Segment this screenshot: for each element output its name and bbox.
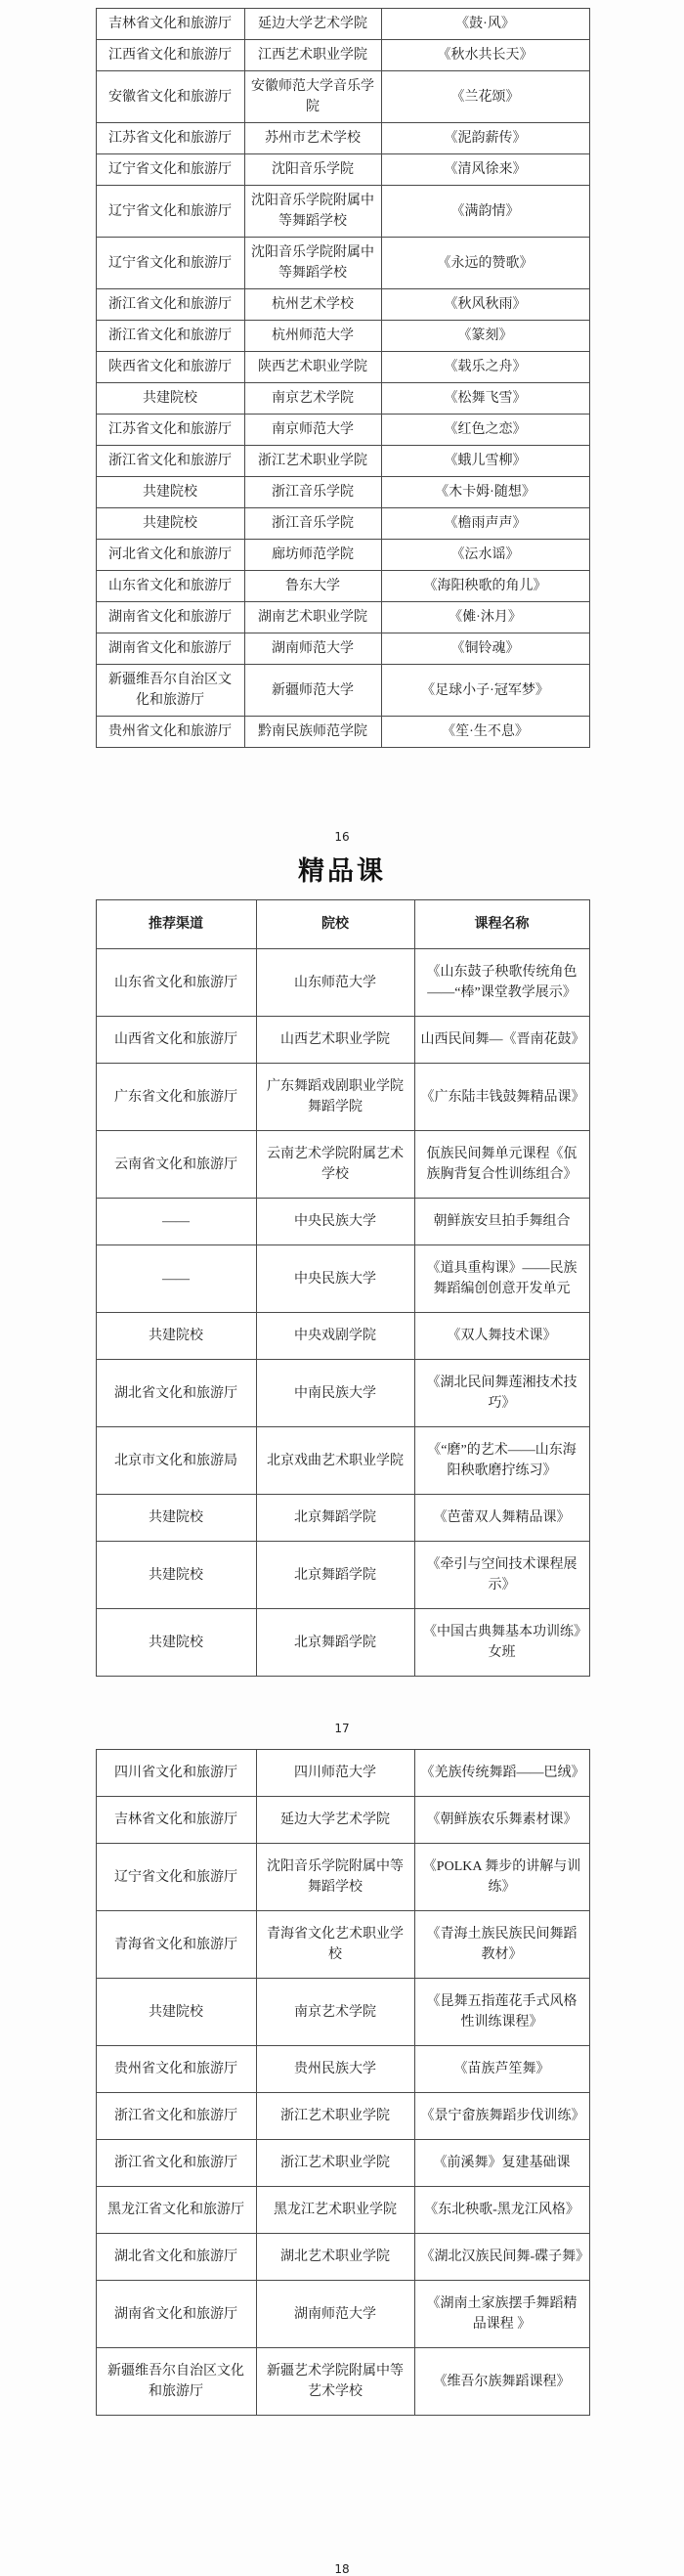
table-row	[96, 1427, 589, 1495]
school-cell: 四川师范大学	[256, 1750, 414, 1797]
school-cell: 北京舞蹈学院	[256, 1609, 414, 1677]
table-row	[96, 1911, 589, 1979]
table-row	[96, 1797, 589, 1844]
school-cell: 山西艺术职业学院	[256, 1017, 414, 1064]
school-cell: 中央戏剧学院	[256, 1313, 414, 1360]
course-cell: 《广东陆丰钱鼓舞精品课》	[414, 1064, 589, 1131]
table-row	[96, 1199, 589, 1245]
course-cell: 《足球小子·冠军梦》	[381, 665, 589, 717]
table-row	[96, 2140, 589, 2187]
channel-cell: 广东省文化和旅游厅	[96, 1064, 256, 1131]
repertory-table-body	[96, 9, 589, 748]
channel-cell: 吉林省文化和旅游厅	[96, 1797, 256, 1844]
table-row	[96, 1750, 589, 1797]
channel-cell: 共建院校	[96, 1609, 256, 1677]
table-row	[96, 2046, 589, 2093]
channel-cell: 贵州省文化和旅游厅	[96, 717, 244, 748]
course-cell: 朝鲜族安旦拍手舞组合	[414, 1199, 589, 1245]
school-cell: 北京舞蹈学院	[256, 1542, 414, 1609]
channel-cell: 共建院校	[96, 383, 244, 415]
school-cell: 中央民族大学	[256, 1199, 414, 1245]
course-cell: 《POLKA 舞步的讲解与训练》	[414, 1844, 589, 1911]
course-cell: 《沄水谣》	[381, 540, 589, 571]
channel-cell: ——	[96, 1245, 256, 1313]
document-body	[96, 8, 589, 2576]
course-cell: 《东北秧歌-黑龙江风格》	[414, 2187, 589, 2234]
table-row	[96, 508, 589, 540]
school-cell: 北京戏曲艺术职业学院	[256, 1427, 414, 1495]
school-cell: 鲁东大学	[244, 571, 381, 602]
channel-cell: 四川省文化和旅游厅	[96, 1750, 256, 1797]
school-cell: 廊坊师范学院	[244, 540, 381, 571]
course-cell: 《木卡姆·随想》	[381, 477, 589, 508]
course-cell: 佤族民间舞单元课程《佤族胸背复合性训练组合》	[414, 1131, 589, 1199]
school-cell: 湖南艺术职业学院	[244, 602, 381, 633]
table-row	[96, 2281, 589, 2348]
school-cell: 沈阳音乐学院附属中等舞蹈学校	[244, 186, 381, 238]
course-cell: 《双人舞技术课》	[414, 1313, 589, 1360]
school-cell: 云南艺术学院附属艺术学校	[256, 1131, 414, 1199]
table-row	[96, 2348, 589, 2416]
channel-cell: 江苏省文化和旅游厅	[96, 415, 244, 446]
channel-cell: 辽宁省文化和旅游厅	[96, 186, 244, 238]
table-row	[96, 1979, 589, 2046]
channel-cell: 陕西省文化和旅游厅	[96, 352, 244, 383]
channel-cell: 辽宁省文化和旅游厅	[96, 154, 244, 186]
course-cell: 《“磨”的艺术——山东海阳秧歌磨拧练习》	[414, 1427, 589, 1495]
channel-cell: 湖北省文化和旅游厅	[96, 2234, 256, 2281]
document-page	[0, 8, 684, 2576]
page-number-16: 16	[334, 830, 350, 844]
channel-cell: 江西省文化和旅游厅	[96, 40, 244, 71]
channel-cell: 湖南省文化和旅游厅	[96, 2281, 256, 2348]
page-number-18: 18	[334, 2562, 350, 2576]
table-row	[96, 477, 589, 508]
table-row	[96, 40, 589, 71]
course-cell: 《泥韵薪传》	[381, 123, 589, 154]
channel-cell: 山西省文化和旅游厅	[96, 1017, 256, 1064]
table-row	[96, 633, 589, 665]
table-row	[96, 289, 589, 321]
channel-cell: 辽宁省文化和旅游厅	[96, 238, 244, 289]
table-row	[96, 1360, 589, 1427]
school-cell: 沈阳音乐学院附属中等舞蹈学校	[244, 238, 381, 289]
course-cell: 《红色之恋》	[381, 415, 589, 446]
table-row	[96, 665, 589, 717]
course-cell: 《秋风秋雨》	[381, 289, 589, 321]
table-row	[96, 1609, 589, 1677]
course-table-page18	[96, 1749, 590, 2416]
channel-cell: 湖南省文化和旅游厅	[96, 602, 244, 633]
channel-cell: 北京市文化和旅游局	[96, 1427, 256, 1495]
school-cell: 沈阳音乐学院	[244, 154, 381, 186]
course-table-page17	[96, 899, 590, 1677]
school-cell: 沈阳音乐学院附属中等舞蹈学校	[256, 1844, 414, 1911]
table-row	[96, 1495, 589, 1542]
table-row	[96, 571, 589, 602]
school-cell: 广东舞蹈戏剧职业学院舞蹈学院	[256, 1064, 414, 1131]
header-cell-channel: 推荐渠道	[96, 900, 256, 949]
school-cell: 南京艺术学院	[256, 1979, 414, 2046]
course-cell: 《笙·生不息》	[381, 717, 589, 748]
header-cell-school: 院校	[256, 900, 414, 949]
course-table-continued-body	[96, 1750, 589, 2416]
school-cell: 延边大学艺术学院	[244, 9, 381, 40]
school-cell: 中央民族大学	[256, 1245, 414, 1313]
table-row	[96, 1542, 589, 1609]
channel-cell: 新疆维吾尔自治区文化和旅游厅	[96, 665, 244, 717]
course-cell: 《鼓·风》	[381, 9, 589, 40]
course-cell: 《清风徐来》	[381, 154, 589, 186]
course-cell: 《湖北民间舞莲湘技术技巧》	[414, 1360, 589, 1427]
channel-cell: 共建院校	[96, 1542, 256, 1609]
school-cell: 杭州师范大学	[244, 321, 381, 352]
school-cell: 浙江艺术职业学院	[256, 2093, 414, 2140]
course-cell: 《牵引与空间技术课程展示》	[414, 1542, 589, 1609]
table-row	[96, 71, 589, 123]
school-cell: 黑龙江艺术职业学院	[256, 2187, 414, 2234]
channel-cell: 黑龙江省文化和旅游厅	[96, 2187, 256, 2234]
course-cell: 《松舞飞雪》	[381, 383, 589, 415]
channel-cell: 共建院校	[96, 1313, 256, 1360]
course-cell: 《秋水共长天》	[381, 40, 589, 71]
channel-cell: 辽宁省文化和旅游厅	[96, 1844, 256, 1911]
course-cell: 《檐雨声声》	[381, 508, 589, 540]
channel-cell: 贵州省文化和旅游厅	[96, 2046, 256, 2093]
channel-cell: 江苏省文化和旅游厅	[96, 123, 244, 154]
repertory-table-page16	[96, 8, 590, 748]
course-cell: 山西民间舞—《晋南花鼓》	[414, 1017, 589, 1064]
school-cell: 湖南师范大学	[244, 633, 381, 665]
channel-cell: 浙江省文化和旅游厅	[96, 2093, 256, 2140]
course-cell: 《苗族芦笙舞》	[414, 2046, 589, 2093]
section-heading: 精品课	[298, 856, 386, 886]
course-cell: 《满韵情》	[381, 186, 589, 238]
table-row	[96, 186, 589, 238]
table-row	[96, 602, 589, 633]
channel-cell: 浙江省文化和旅游厅	[96, 289, 244, 321]
channel-cell: 新疆维吾尔自治区文化和旅游厅	[96, 2348, 256, 2416]
course-cell: 《永远的赞歌》	[381, 238, 589, 289]
course-cell: 《傩·沐月》	[381, 602, 589, 633]
course-cell: 《前溪舞》复建基础课	[414, 2140, 589, 2187]
school-cell: 浙江音乐学院	[244, 508, 381, 540]
course-cell: 《山东鼓子秧歌传统角色——“棒”课堂教学展示》	[414, 949, 589, 1017]
header-row	[96, 900, 589, 949]
channel-cell: 共建院校	[96, 477, 244, 508]
table-row	[96, 1313, 589, 1360]
course-cell: 《蛾儿雪柳》	[381, 446, 589, 477]
channel-cell: 浙江省文化和旅游厅	[96, 446, 244, 477]
course-table-header	[96, 900, 589, 949]
school-cell: 南京师范大学	[244, 415, 381, 446]
table-row	[96, 415, 589, 446]
course-cell: 《维吾尔族舞蹈课程》	[414, 2348, 589, 2416]
table-row	[96, 9, 589, 40]
course-cell: 《铜铃魂》	[381, 633, 589, 665]
channel-cell: 云南省文化和旅游厅	[96, 1131, 256, 1199]
school-cell: 北京舞蹈学院	[256, 1495, 414, 1542]
table-row	[96, 1844, 589, 1911]
table-row	[96, 352, 589, 383]
table-row	[96, 1064, 589, 1131]
table-row	[96, 1131, 589, 1199]
school-cell: 浙江艺术职业学院	[244, 446, 381, 477]
school-cell: 陕西艺术职业学院	[244, 352, 381, 383]
table-row	[96, 949, 589, 1017]
table-row	[96, 540, 589, 571]
table-row	[96, 717, 589, 748]
table-row	[96, 123, 589, 154]
course-cell: 《兰花颂》	[381, 71, 589, 123]
channel-cell: 山东省文化和旅游厅	[96, 571, 244, 602]
school-cell: 苏州市艺术学校	[244, 123, 381, 154]
channel-cell: 湖南省文化和旅游厅	[96, 633, 244, 665]
header-cell-course: 课程名称	[414, 900, 589, 949]
school-cell: 杭州艺术学校	[244, 289, 381, 321]
channel-cell: 青海省文化和旅游厅	[96, 1911, 256, 1979]
table-row	[96, 446, 589, 477]
course-cell: 《青海土族民族民间舞蹈教材》	[414, 1911, 589, 1979]
school-cell: 湖南师范大学	[256, 2281, 414, 2348]
course-cell: 《景宁畲族舞蹈步伐训练》	[414, 2093, 589, 2140]
channel-cell: 共建院校	[96, 508, 244, 540]
school-cell: 江西艺术职业学院	[244, 40, 381, 71]
table-row	[96, 238, 589, 289]
course-cell: 《羌族传统舞蹈——巴绒》	[414, 1750, 589, 1797]
channel-cell: 山东省文化和旅游厅	[96, 949, 256, 1017]
page-number-17: 17	[334, 1722, 350, 1735]
school-cell: 新疆师范大学	[244, 665, 381, 717]
school-cell: 南京艺术学院	[244, 383, 381, 415]
school-cell: 浙江艺术职业学院	[256, 2140, 414, 2187]
course-cell: 《芭蕾双人舞精品课》	[414, 1495, 589, 1542]
channel-cell: 湖北省文化和旅游厅	[96, 1360, 256, 1427]
course-cell: 《中国古典舞基本功训练》女班	[414, 1609, 589, 1677]
school-cell: 安徽师范大学音乐学院	[244, 71, 381, 123]
channel-cell: 河北省文化和旅游厅	[96, 540, 244, 571]
course-cell: 《昆舞五指莲花手式风格性训练课程》	[414, 1979, 589, 2046]
table-row	[96, 2234, 589, 2281]
school-cell: 黔南民族师范学院	[244, 717, 381, 748]
table-row	[96, 2093, 589, 2140]
course-cell: 《道具重构课》——民族舞蹈编创创意开发单元	[414, 1245, 589, 1313]
channel-cell: 共建院校	[96, 1495, 256, 1542]
course-cell: 《载乐之舟》	[381, 352, 589, 383]
table-row	[96, 1017, 589, 1064]
school-cell: 延边大学艺术学院	[256, 1797, 414, 1844]
table-row	[96, 1245, 589, 1313]
school-cell: 贵州民族大学	[256, 2046, 414, 2093]
course-table-body	[96, 949, 589, 1677]
channel-cell: 吉林省文化和旅游厅	[96, 9, 244, 40]
school-cell: 新疆艺术学院附属中等艺术学校	[256, 2348, 414, 2416]
table-row	[96, 2187, 589, 2234]
course-cell: 《海阳秧歌的角儿》	[381, 571, 589, 602]
channel-cell: 安徽省文化和旅游厅	[96, 71, 244, 123]
table-row	[96, 321, 589, 352]
school-cell: 青海省文化艺术职业学校	[256, 1911, 414, 1979]
table-row	[96, 154, 589, 186]
course-cell: 《湖南土家族摆手舞蹈精品课程 》	[414, 2281, 589, 2348]
school-cell: 中南民族大学	[256, 1360, 414, 1427]
course-cell: 《篆刻》	[381, 321, 589, 352]
school-cell: 山东师范大学	[256, 949, 414, 1017]
course-cell: 《湖北汉族民间舞-碟子舞》	[414, 2234, 589, 2281]
channel-cell: 浙江省文化和旅游厅	[96, 2140, 256, 2187]
channel-cell: 浙江省文化和旅游厅	[96, 321, 244, 352]
table-row	[96, 383, 589, 415]
channel-cell: ——	[96, 1199, 256, 1245]
school-cell: 湖北艺术职业学院	[256, 2234, 414, 2281]
course-cell: 《朝鲜族农乐舞素材课》	[414, 1797, 589, 1844]
school-cell: 浙江音乐学院	[244, 477, 381, 508]
channel-cell: 共建院校	[96, 1979, 256, 2046]
